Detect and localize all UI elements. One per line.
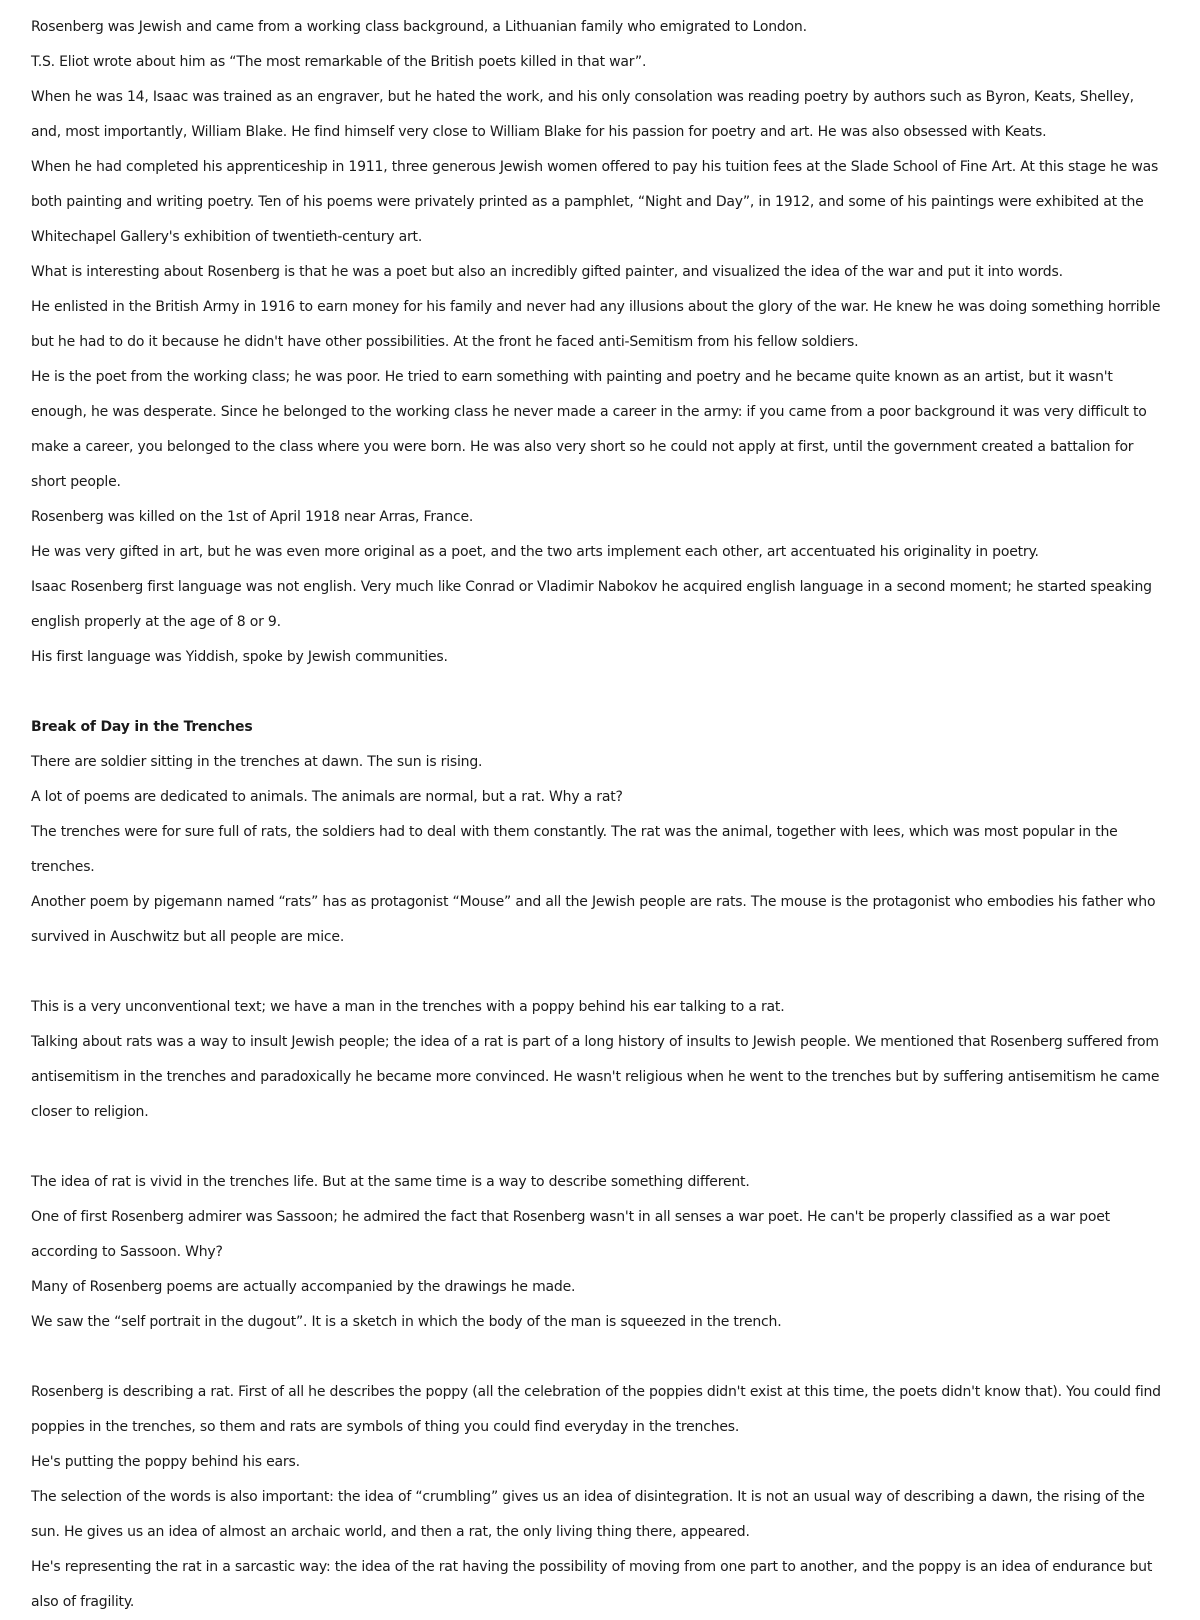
paragraph: Many of Rosenberg poems are actually accompanied by the drawings he made.: [31, 1279, 576, 1295]
paragraph: When he was 14, Isaac was trained as an engraver, but he hated the work, and his only consolation was reading poetry by authors such as Byron, Keats, Shelley, and, most importantly, William Blake. He find himself very close to William Blake for his passion for poetry and art. He was also obsessed with Keats.: [31, 89, 1134, 140]
section-heading: Break of Day in the Trenches: [31, 719, 253, 735]
paragraph: This is a very unconventional text; we have a man in the trenches with a poppy behind his ear talking to a rat.: [31, 999, 785, 1015]
paragraph: One of first Rosenberg admirer was Sassoon; he admired the fact that Rosenberg wasn't in all senses a war poet. He can't be properly classified as a war poet according to Sassoon. Why?: [31, 1209, 1110, 1260]
paragraph: Rosenberg is describing a rat. First of all he describes the poppy (all the celebration of the poppies didn't exist at this time, the poets didn't know that). You could find poppies in the trenches, so them and rats are symbols of thing you could find everyday in the trenches.: [31, 1384, 1161, 1435]
paragraph: His first language was Yiddish, spoke by Jewish communities.: [31, 649, 448, 665]
paragraph: The selection of the words is also important: the idea of “crumbling” gives us an idea of disintegration. It is not an usual way of describing a dawn, the rising of the sun. He gives us an idea of almost an archaic world, and then a rat, the only living thing there, appeared.: [31, 1489, 1145, 1540]
paragraph: T.S. Eliot wrote about him as “The most remarkable of the British poets killed in that war”.: [31, 54, 647, 70]
paragraph: He was very gifted in art, but he was even more original as a poet, and the two arts implement each other, art accentuated his originality in poetry.: [31, 544, 1039, 560]
paragraph: What is interesting about Rosenberg is that he was a poet but also an incredibly gifted painter, and visualized the idea of the war and put it into words.: [31, 264, 1063, 280]
paragraph-spacer: [31, 955, 1162, 990]
paragraph-spacer: [31, 1130, 1162, 1165]
paragraph: He is the poet from the working class; he was poor. He tried to earn something with painting and poetry and he became quite known as an artist, but it wasn't enough, he was desperate. Since he belonged to the working class he never made a career in the army: if you came from a poor background it was very difficult to make a career, you belonged to the class where you were born. He was also very short so he could not apply at first, until the government created a battalion for short people.: [31, 369, 1147, 490]
paragraph-spacer: [31, 1340, 1162, 1375]
paragraph: We saw the “self portrait in the dugout”. It is a sketch in which the body of the man is squeezed in the trench.: [31, 1314, 782, 1330]
paragraph: He's putting the poppy behind his ears.: [31, 1454, 300, 1470]
paragraph: He's representing the rat in a sarcastic way: the idea of the rat having the possibility of moving from one part to another, and the poppy is an idea of endurance but also of fragility.: [31, 1559, 1153, 1610]
paragraph: A lot of poems are dedicated to animals. The animals are normal, but a rat. Why a rat?: [31, 789, 623, 805]
paragraph: The idea of rat is vivid in the trenches life. But at the same time is a way to describe something different.: [31, 1174, 750, 1190]
paragraph: Isaac Rosenberg first language was not english. Very much like Conrad or Vladimir Nabokov he acquired english language in a second moment; he started speaking english properly at the age of 8 or 9.: [31, 579, 1152, 630]
paragraph: He enlisted in the British Army in 1916 to earn money for his family and never had any illusions about the glory of the war. He knew he was doing something horrible but he had to do it because he didn't have other possibilities. At the front he faced anti-Semitism from his fellow soldiers.: [31, 299, 1161, 350]
paragraph: Rosenberg was killed on the 1st of April 1918 near Arras, France.: [31, 509, 474, 525]
paragraph-spacer: [31, 675, 1162, 710]
paragraph: Rosenberg was Jewish and came from a working class background, a Lithuanian family who emigrated to London.: [31, 19, 807, 35]
paragraph: Talking about rats was a way to insult Jewish people; the idea of a rat is part of a long history of insults to Jewish people. We mentioned that Rosenberg suffered from antisemitism in the trenches and paradoxically he became more convinced. He wasn't religious when he went to the trenches but by suffering antisemitism he came closer to religion.: [31, 1034, 1160, 1120]
paragraph: The trenches were for sure full of rats, the soldiers had to deal with them constantly. The rat was the animal, together with lees, which was most popular in the trenches.: [31, 824, 1118, 875]
paragraph: When he had completed his apprenticeship in 1911, three generous Jewish women offered to pay his tuition fees at the Slade School of Fine Art. At this stage he was both painting and writing poetry. Ten of his poems were privately printed as a pamphlet, “Night and Day”, in 1912, and some of his paintings were exhibited at the Whitechapel Gallery's exhibition of twentieth-century art.: [31, 159, 1159, 245]
paragraph: There are soldier sitting in the trenches at dawn. The sun is rising.: [31, 754, 483, 770]
paragraph: Another poem by pigemann named “rats” has as protagonist “Mouse” and all the Jewish people are rats. The mouse is the protagonist who embodies his father who survived in Auschwitz but all people are mice.: [31, 894, 1156, 945]
